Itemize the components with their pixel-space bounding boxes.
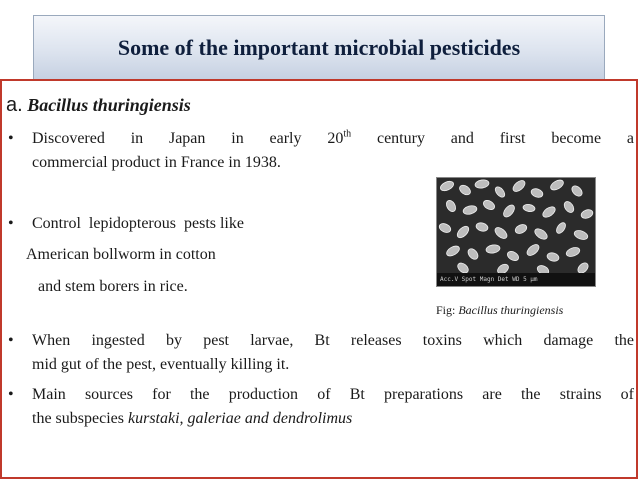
bullet-dot: • (8, 386, 14, 403)
caption-organism: Bacillus thuringiensis (458, 303, 564, 317)
slide-title: Some of the important microbial pesticides (117, 34, 521, 60)
caption-prefix: Fig: (436, 303, 459, 317)
figure-caption (436, 303, 563, 318)
bullet-dot: • (8, 215, 14, 232)
content-frame (0, 79, 638, 479)
bullet-2-line-1: Control lepidopterous pests like (32, 215, 244, 232)
subspecies-names: kurstaki, galeriae and dendrolimus (127, 410, 353, 427)
bacillus-micrograph-image (436, 177, 596, 287)
bullet-2-line-3: and stem borers in rice. (38, 278, 188, 295)
bullet-3-line-1: When ingested by pest larvae, Bt releases toxins which damage the (32, 332, 634, 349)
bullet-dot: • (8, 130, 14, 147)
bullet-4-line-1: Main sources for the production of Bt preparations are the strains of (32, 386, 634, 403)
micrograph-info-bar: Acc.V Spot Magn Det WD 5 µm (437, 273, 595, 286)
bullet-3-line-2: mid gut of the pest, eventually killing it. (32, 356, 290, 373)
section-heading (6, 93, 191, 117)
micrograph-spores (437, 178, 595, 273)
bullet-dot: • (8, 332, 14, 349)
bullet-1-line-1: Discovered in Japan in early 20th century and first become a (32, 128, 635, 147)
bullet-1-line-2: commercial product in France in 1938. (32, 154, 281, 171)
title-banner (33, 15, 605, 79)
bullet-4-line-2: the subspecies kurstaki, galeriae and dendrolimus (32, 410, 353, 427)
heading-organism: Bacillus thuringiensis (27, 95, 191, 115)
heading-letter: a. (6, 94, 23, 116)
bullet-2-line-2: American bollworm in cotton (26, 246, 216, 263)
